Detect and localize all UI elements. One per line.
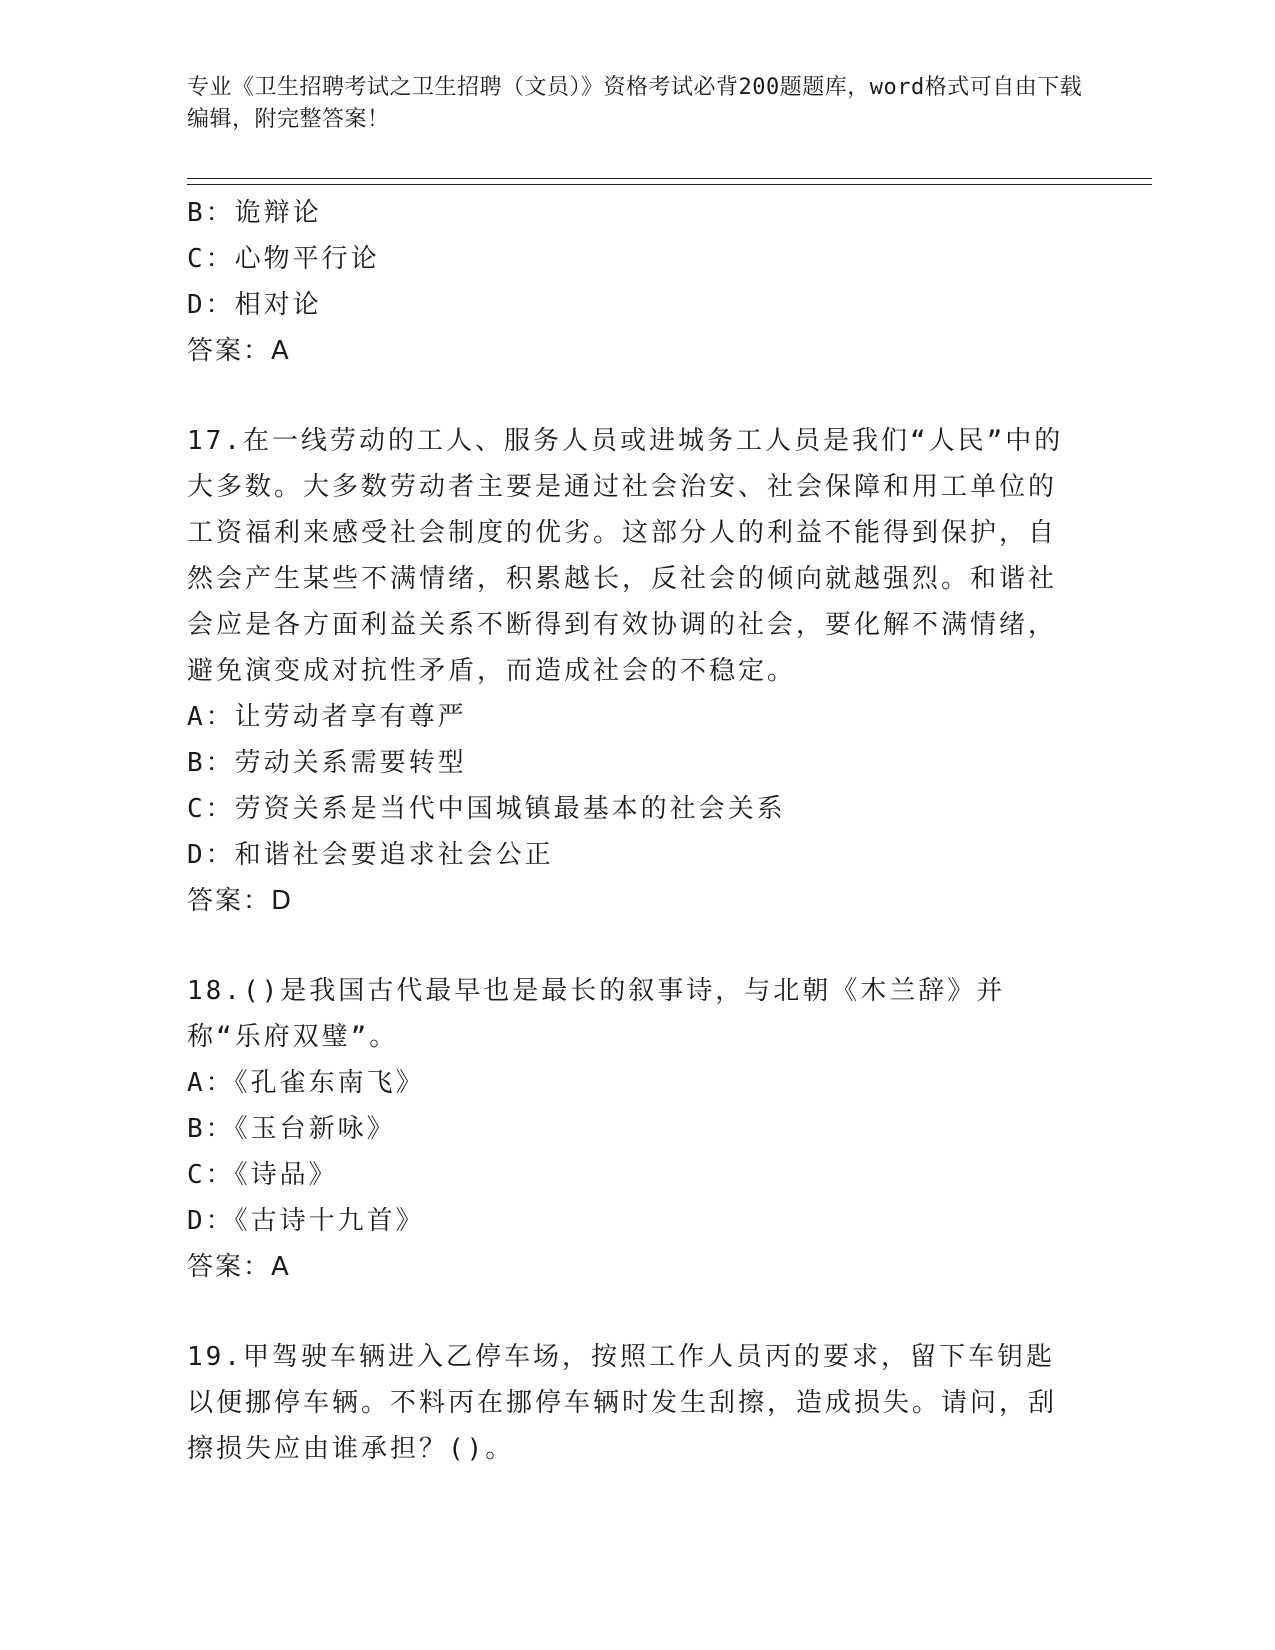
option-b: B：劳动关系需要转型: [187, 748, 467, 778]
option-d: D：相对论: [187, 290, 322, 320]
answer-line: 答案：D: [187, 886, 294, 916]
option-c: C：心物平行论: [187, 244, 380, 274]
option-c: C：《诗品》: [187, 1160, 338, 1190]
header-divider-top: [187, 178, 1152, 179]
header-divider-bottom: [187, 184, 1152, 185]
document-header: 专业《卫生招聘考试之卫生招聘（文员）》资格考试必背200题题库，word格式可自由下载编辑，附完整答案！: [187, 75, 1083, 132]
option-b: B：诡辩论: [187, 198, 322, 228]
option-d: D：和谐社会要追求社会公正: [187, 840, 554, 870]
question-content: [187, 190, 1067, 1472]
option-a: A：让劳动者享有尊严: [187, 702, 467, 732]
question-17: [187, 418, 1067, 924]
question-19: [187, 1334, 1067, 1472]
answer-line: 答案：A: [187, 1252, 291, 1282]
question-stem: 17.在一线劳动的工人、服务人员或进城务工人员是我们“人民”中的大多数。大多数劳动者主要是通过社会治安、社会保障和用工单位的工资福利来感受社会制度的优劣。这部分人的利益不能得到保护，自然会产生某些不满情绪，积累越长，反社会的倾向就越强烈。和谐社会应是各方面利益关系不断得到有效协调的社会，要化解不满情绪，避免演变成对抗性矛盾，而造成社会的不稳定。: [187, 426, 1064, 686]
option-d: D：《古诗十九首》: [187, 1206, 425, 1236]
option-c: C：劳资关系是当代中国城镇最基本的社会关系: [187, 794, 786, 824]
question-stem: 18.()是我国古代最早也是最长的叙事诗，与北朝《木兰辞》并称“乐府双璧”。: [187, 976, 1006, 1052]
option-b: B：《玉台新咏》: [187, 1114, 396, 1144]
question-stem: 19.甲驾驶车辆进入乙停车场，按照工作人员丙的要求，留下车钥匙以便挪停车辆。不料丙在挪停车辆时发生刮擦，造成损失。请问，刮擦损失应由谁承担？()。: [187, 1342, 1058, 1464]
question-18: [187, 968, 1067, 1290]
question-16-tail: [187, 190, 1067, 374]
answer-line: 答案：A: [187, 336, 291, 366]
option-a: A：《孔雀东南飞》: [187, 1068, 425, 1098]
